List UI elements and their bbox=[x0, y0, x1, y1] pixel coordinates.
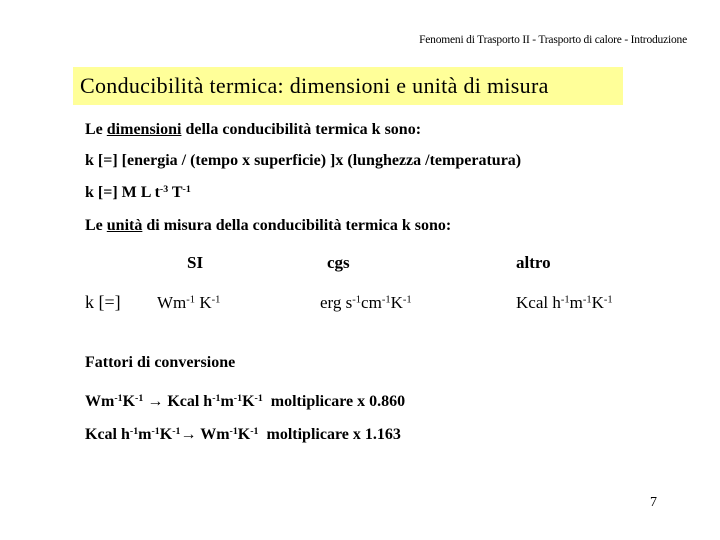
conv1-to-b2: m bbox=[220, 393, 234, 410]
units-intro-post: di misura della conducibilità termica k sono: bbox=[142, 217, 452, 234]
arrow-right-icon: → bbox=[180, 426, 197, 443]
cgs-b2: cm bbox=[361, 293, 382, 312]
slide-header: Fenomeni di Trasporto II - Trasporto di calore - Introduzione bbox=[419, 34, 687, 46]
mlt-base: k [=] M L t bbox=[85, 184, 160, 201]
column-cgs: cgs bbox=[327, 253, 350, 272]
cgs-b3: K bbox=[390, 293, 403, 312]
conv2-from-b2: m bbox=[138, 426, 152, 443]
altro-b1: Kcal h bbox=[516, 293, 561, 312]
dimensions-intro bbox=[85, 121, 421, 139]
altro-b2: m bbox=[569, 293, 583, 312]
conv2-action: moltiplicare x 1.163 bbox=[266, 426, 401, 443]
conversion-row-2 bbox=[85, 426, 401, 444]
conv1-to-e1: -1 bbox=[212, 393, 221, 405]
conv1-to-b3: K bbox=[242, 393, 255, 410]
conv1-from-e1: -1 bbox=[114, 393, 123, 405]
conv1-from-b2: K bbox=[122, 393, 136, 410]
conversion-heading: Fattori di conversione bbox=[85, 354, 236, 371]
units-keyword: unità bbox=[106, 217, 143, 234]
mlt-exp-temp: -1 bbox=[182, 184, 191, 196]
si-b1: Wm bbox=[157, 293, 187, 312]
mlt-temp: T bbox=[168, 184, 183, 201]
arrow-right-icon: → bbox=[147, 393, 164, 410]
mlt-exp-time: -3 bbox=[159, 184, 169, 196]
column-altro: altro bbox=[516, 253, 551, 272]
altro-e1: -1 bbox=[560, 294, 570, 306]
cgs-e3: -1 bbox=[402, 294, 412, 306]
dimensions-keyword: dimensioni bbox=[106, 121, 182, 138]
unit-altro-value bbox=[516, 293, 613, 313]
conv2-from-b3: K bbox=[159, 426, 173, 443]
cgs-e1: -1 bbox=[352, 294, 362, 306]
altro-e2: -1 bbox=[582, 294, 592, 306]
dimensions-intro-pre: Le bbox=[85, 121, 107, 138]
altro-b3: K bbox=[591, 293, 604, 312]
si-b2: K bbox=[195, 293, 212, 312]
dimensions-formula: k [=] [energia / (tempo x superficie) ]x (lunghezza /temperatura) bbox=[85, 152, 522, 169]
conv1-from-b1: Wm bbox=[85, 393, 115, 410]
units-intro-pre: Le bbox=[85, 217, 107, 234]
conv1-from-e2: -1 bbox=[135, 393, 144, 405]
cgs-e2: -1 bbox=[381, 294, 391, 306]
conv1-to-e3: -1 bbox=[254, 393, 263, 405]
conv1-to-b1: Kcal h bbox=[167, 393, 213, 410]
conv2-from-b1: Kcal h bbox=[85, 426, 130, 443]
page-number: 7 bbox=[650, 495, 657, 510]
column-si: SI bbox=[187, 253, 204, 272]
dimensions-mlt bbox=[85, 184, 191, 202]
conv2-to-b1: Wm bbox=[200, 426, 230, 443]
units-row-label: k [=] bbox=[85, 292, 121, 312]
unit-cgs-value bbox=[320, 293, 412, 313]
conv1-action: moltiplicare x 0.860 bbox=[270, 393, 406, 410]
conv2-to-e2: -1 bbox=[250, 426, 259, 438]
conv2-from-e2: -1 bbox=[151, 426, 160, 438]
unit-si-value bbox=[157, 293, 220, 313]
si-e2: -1 bbox=[211, 294, 221, 306]
conv1-to-e2: -1 bbox=[233, 393, 243, 405]
si-e1: -1 bbox=[186, 294, 196, 306]
conv2-from-e3: -1 bbox=[172, 426, 181, 438]
cgs-b1: erg s bbox=[320, 293, 353, 312]
conv2-to-b2: K bbox=[237, 426, 251, 443]
dimensions-intro-post: della conducibilità termica k sono: bbox=[181, 121, 422, 138]
slide-title: Conducibilità termica: dimensioni e unità di misura bbox=[73, 67, 623, 105]
conv2-to-e1: -1 bbox=[229, 426, 238, 438]
conversion-row-1 bbox=[85, 393, 405, 411]
units-intro bbox=[85, 217, 451, 235]
conv2-from-e1: -1 bbox=[129, 426, 139, 438]
altro-e3: -1 bbox=[603, 294, 613, 306]
